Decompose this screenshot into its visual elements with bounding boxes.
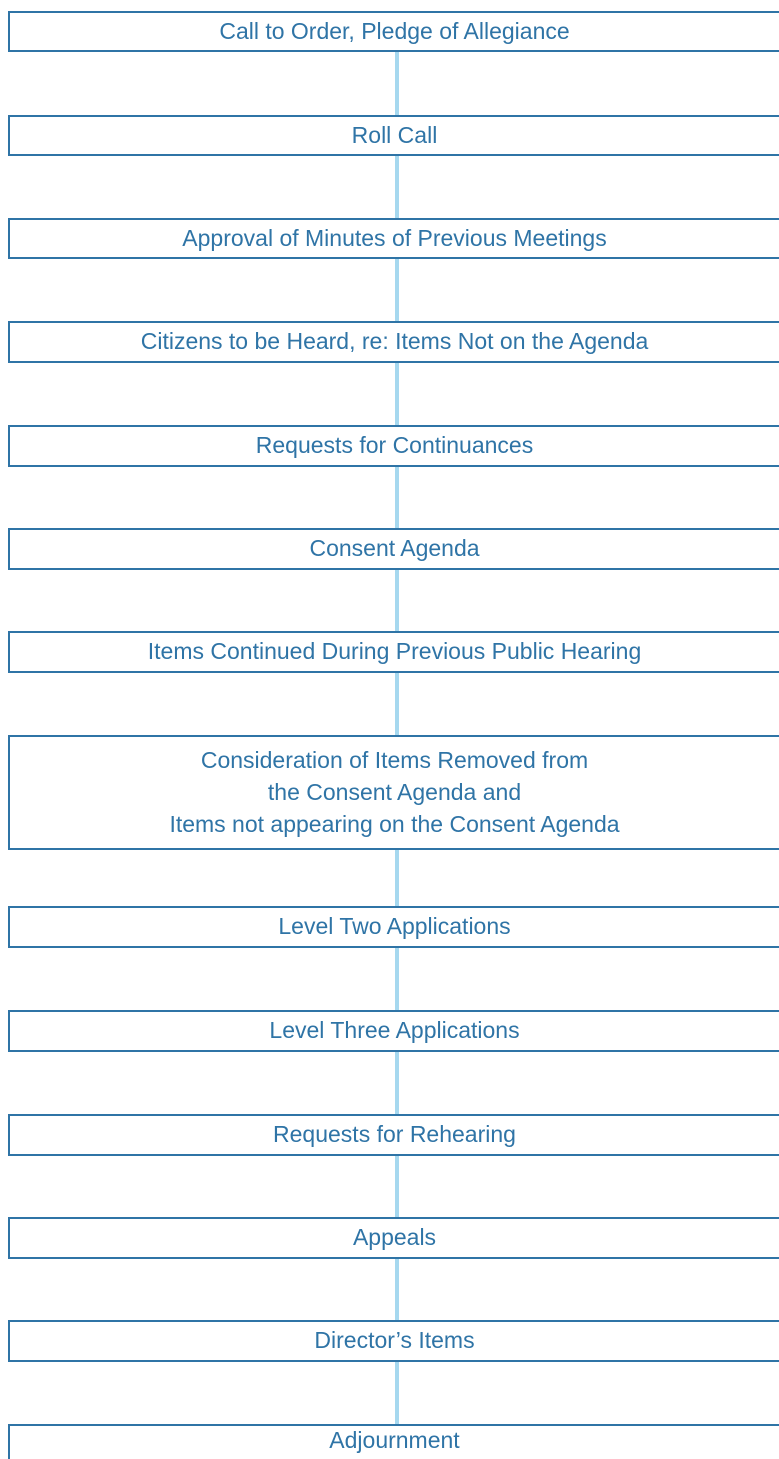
step-items-continued: Items Continued During Previous Public Hearing xyxy=(8,631,779,673)
connector-10 xyxy=(395,1050,399,1115)
step-adjournment: Adjournment xyxy=(8,1424,779,1459)
step-citizens-to-be-heard: Citizens to be Heard, re: Items Not on the Agenda xyxy=(8,321,779,363)
step-appeals: Appeals xyxy=(8,1217,779,1259)
connector-6 xyxy=(395,568,399,633)
connector-3 xyxy=(395,257,399,322)
connector-9 xyxy=(395,946,399,1011)
step-level-two-applications: Level Two Applications xyxy=(8,906,779,948)
connector-1 xyxy=(395,50,399,115)
connector-2 xyxy=(395,154,399,219)
step-roll-call: Roll Call xyxy=(8,115,779,156)
connector-7 xyxy=(395,671,399,736)
step-directors-items: Director’s Items xyxy=(8,1320,779,1362)
step-approval-of-minutes: Approval of Minutes of Previous Meetings xyxy=(8,218,779,259)
step-consideration-line-2: the Consent Agenda and xyxy=(267,778,522,805)
step-level-three-applications: Level Three Applications xyxy=(8,1010,779,1052)
connector-13 xyxy=(395,1360,399,1425)
connector-11 xyxy=(395,1154,399,1219)
step-consideration-line-1: Consideration of Items Removed from xyxy=(200,746,589,773)
connector-5 xyxy=(395,465,399,530)
step-requests-for-rehearing: Requests for Rehearing xyxy=(8,1114,779,1156)
step-call-to-order: Call to Order, Pledge of Allegiance xyxy=(8,11,779,52)
step-consent-agenda: Consent Agenda xyxy=(8,528,779,570)
connector-8 xyxy=(395,848,399,908)
connector-12 xyxy=(395,1257,399,1322)
connector-4 xyxy=(395,361,399,426)
step-consideration-line-3: Items not appearing on the Consent Agenda xyxy=(169,810,620,837)
step-consideration-of-items xyxy=(8,735,779,850)
step-requests-for-continuances: Requests for Continuances xyxy=(8,425,779,467)
